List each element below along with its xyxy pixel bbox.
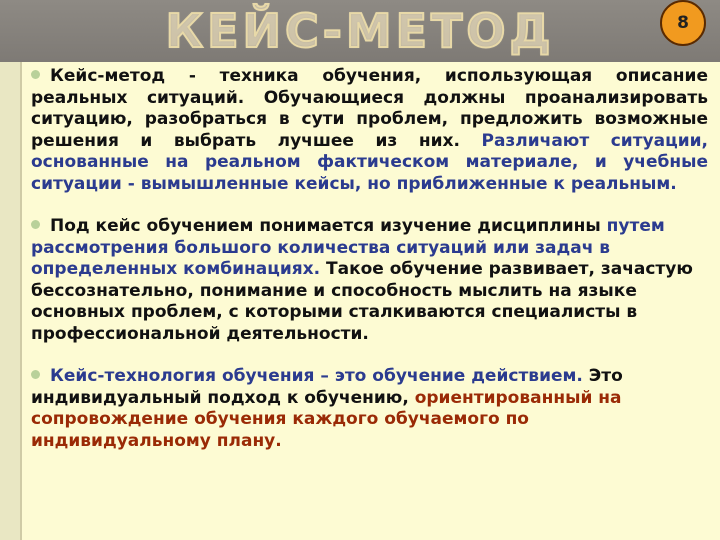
paragraph-3-text: Это индивидуальный подход к обучению, [31, 366, 623, 408]
page-number-badge [660, 0, 706, 46]
paragraph-3 [31, 366, 708, 452]
left-divider [20, 62, 22, 540]
paragraph-2-text-a: Под кейс обучением понимается изучение дисциплины [50, 216, 607, 236]
bullet-icon [31, 370, 40, 379]
paragraph-2 [31, 216, 708, 345]
paragraph-3-highlight: Кейс-технология обучения – это обучение действием. [50, 366, 583, 386]
slide-title: КЕЙС-МЕТОД [165, 4, 555, 58]
bullet-icon [31, 70, 40, 79]
slide-body [31, 66, 708, 452]
paragraph-1-text: Кейс-метод - техника обучения, использующая описание реальных ситуаций. Обучающиеся должны проанализировать ситуацию, разобраться в сути проблем, предложить возможные решения и выбрать лучшее из них. [31, 66, 708, 151]
paragraph-1-highlight: Различают ситуации, основанные на реальном фактическом материале, и учебные ситуации - вымышленные кейсы, но приближенные к реальным. [31, 130, 709, 194]
left-margin-bar [0, 62, 20, 540]
paragraph-1 [31, 66, 708, 195]
page-number: 8 [677, 13, 689, 33]
bullet-icon [31, 220, 40, 229]
paragraph-2-highlight: путем рассмотрения большого количества ситуаций или задач в определенных комбинациях. [31, 216, 665, 279]
paragraph-2-text-b: Такое обучение развивает, зачастую бессознательно, понимание и способность мыслить на языке основных проблем, с которыми сталкиваются специалисты в профессиональной деятельности. [31, 259, 693, 344]
paragraph-3-accent: ориентированный на сопровождение обучения каждого обучаемого по индивидуальному плану. [31, 387, 622, 451]
